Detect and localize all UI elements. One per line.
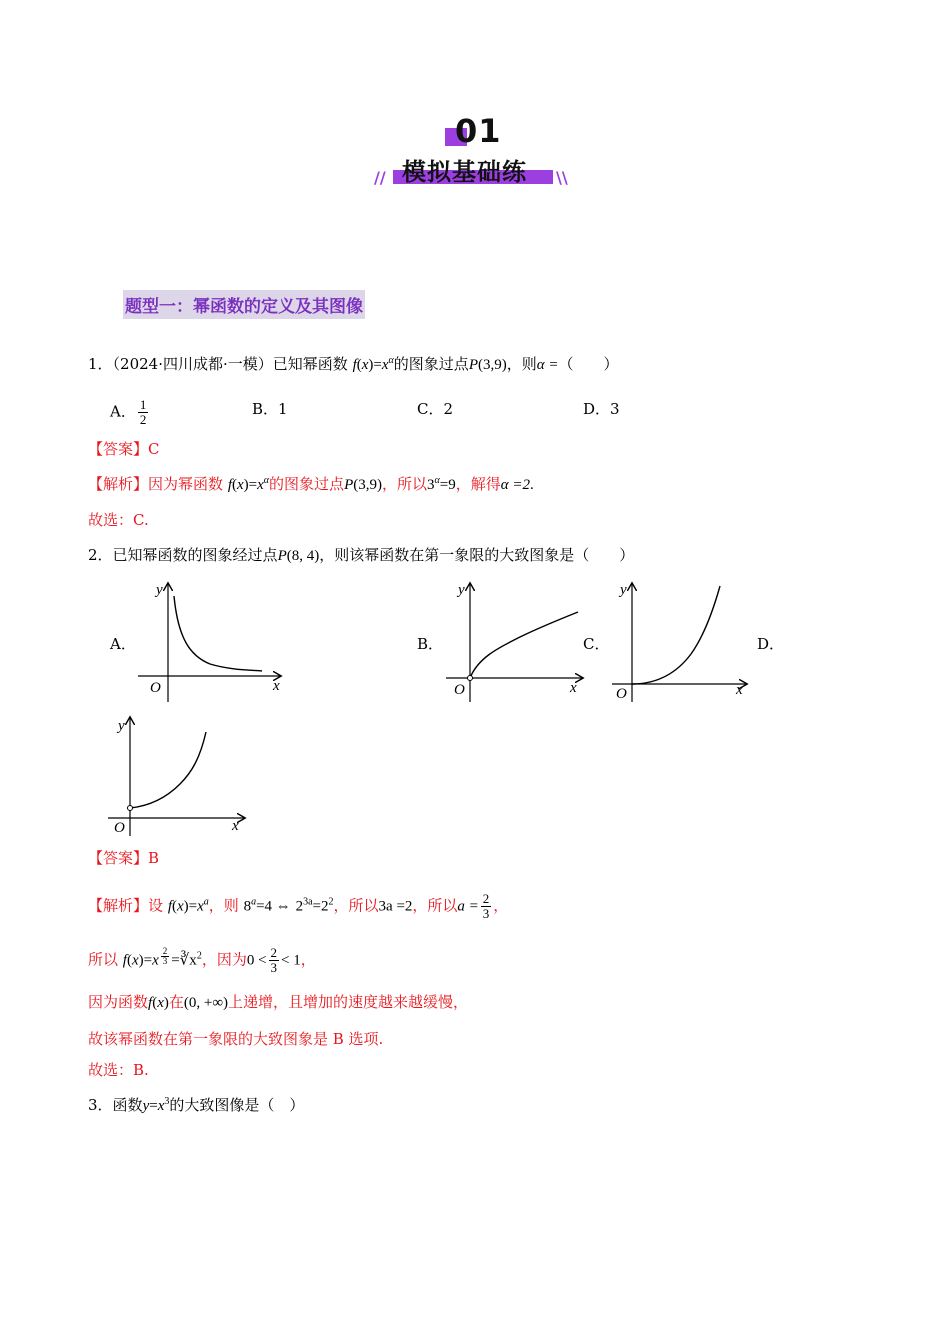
question-2-stem: 2．已知幂函数的图象经过点P(8, 4)，则该幂函数在第一象限的大致图象是（ ） xyxy=(88,546,635,564)
origin-label: O xyxy=(150,680,161,696)
header-right-decoration: \\ xyxy=(556,168,568,187)
analysis-2-line-4: 故该幂函数在第一象限的大致图象是 B 选项. xyxy=(88,1030,384,1048)
answer-1: 【答案】C xyxy=(88,440,160,458)
option-a-fraction: $\frac{1}{2}$ xyxy=(139,397,147,427)
option-b: B．1 xyxy=(252,400,288,418)
header-number: 01 xyxy=(455,112,502,150)
y-intercept-point xyxy=(128,806,133,811)
option-d: D．3 xyxy=(583,400,620,418)
final-answer-1: 故选：C. xyxy=(88,511,149,529)
origin-label: O xyxy=(454,682,465,698)
header-left-decoration: // xyxy=(374,168,386,187)
option-a: A． $\frac{1}{2}$ xyxy=(110,397,147,427)
y-axis-label: y xyxy=(118,718,125,734)
curve-c xyxy=(632,586,720,684)
graph-label-b: B． xyxy=(417,635,444,653)
analysis-2-line-3: 因为函数f(x)在(0, +∞)上递增，且增加的速度越来越缓慢， xyxy=(88,993,469,1011)
question-1-stem: 1．（2024·四川成都·一模）已知幂函数 $f(x)=x^\alpha$的图象过点P(3,9)，则α =（ ） xyxy=(88,355,619,373)
origin-label: O xyxy=(114,820,125,836)
origin-label: O xyxy=(616,686,627,702)
graph-d xyxy=(100,712,260,842)
y-axis-label: y xyxy=(458,582,465,598)
graph-label-a: A． xyxy=(110,635,136,653)
curve-a xyxy=(174,596,262,671)
final-answer-2: 故选：B. xyxy=(88,1061,149,1079)
analysis-1: 【解析】因为幂函数 $f(x)=x^\alpha$的图象过点P(3,9)，所以$3^\alpha=9$，解得α =2. xyxy=(88,475,534,493)
option-c: C．2 xyxy=(417,400,454,418)
x-axis-label: x xyxy=(232,818,239,834)
analysis-2-line-2: 所以 f(x)=x $^{\frac{2}{3}}$ $=∛x^2$，因为0 < $\frac{2}{3}$ < 1， xyxy=(88,945,316,975)
graph-a xyxy=(130,578,290,708)
header-title: 模拟基础练 xyxy=(402,158,527,186)
curve-b xyxy=(470,612,578,678)
curve-d xyxy=(130,732,206,808)
graph-label-d: D． xyxy=(757,635,785,653)
graph-c xyxy=(606,578,756,708)
graph-label-c: C． xyxy=(583,635,610,653)
question-number: 1． xyxy=(88,355,113,373)
x-axis-label: x xyxy=(570,680,577,696)
answer-2: 【答案】B xyxy=(88,849,160,867)
x-axis-label: x xyxy=(273,678,280,694)
analysis-2-line-1: 【解析】设 $f(x)=x^a$，则 $8^a=4$ ⇔ $2^{3a}=2^2$，所以3a =2，所以a = $\frac{2}{3}$ ， xyxy=(88,891,509,921)
section-title: 题型一：幂函数的定义及其图像 xyxy=(123,290,365,319)
origin-point xyxy=(468,676,473,681)
graph-b xyxy=(438,578,598,708)
y-axis-label: y xyxy=(620,582,627,598)
question-3-stem: 3．函数$y=x^3$的大致图像是（ ） xyxy=(88,1096,305,1114)
x-axis-label: x xyxy=(736,682,743,698)
y-axis-label: y xyxy=(156,582,163,598)
question-source: （2024·四川成都·一模） xyxy=(112,355,273,373)
